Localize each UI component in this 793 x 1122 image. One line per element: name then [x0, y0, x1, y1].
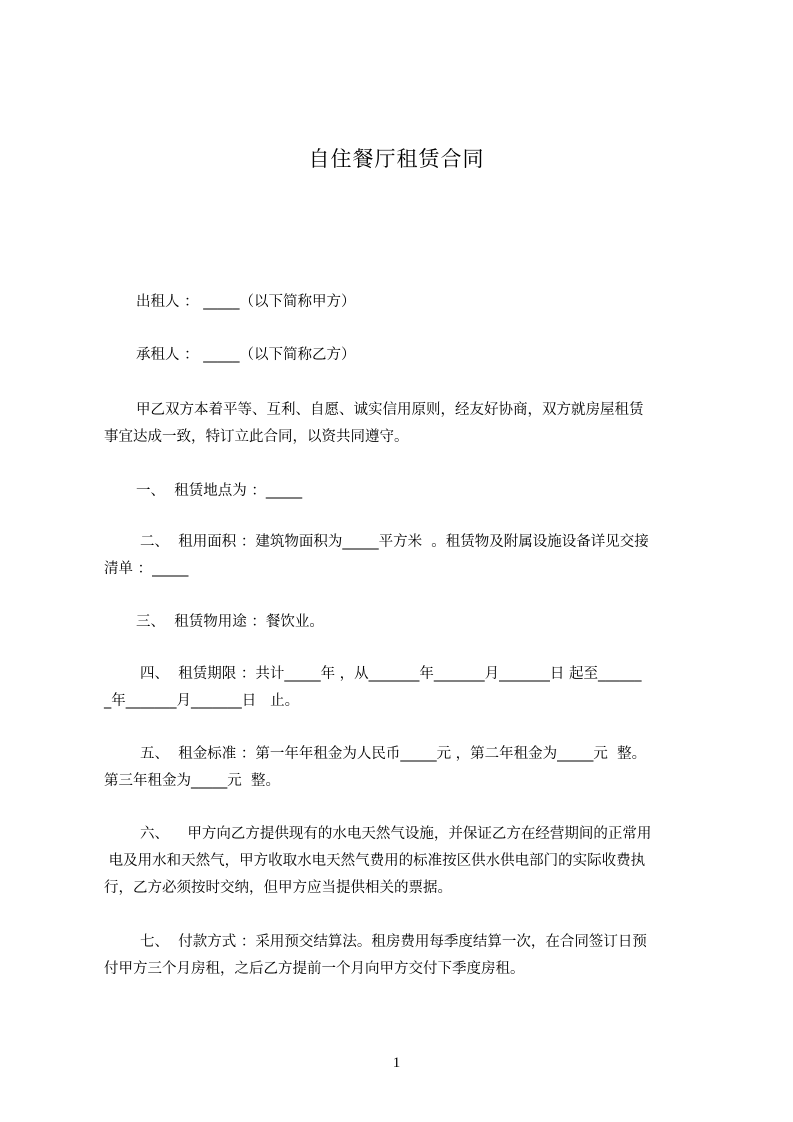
clause-5-line-1: 五、 租金标准 ：第一年年租金为人民币_____元 ，第二年租金为_____元 整。: [140, 746, 647, 762]
preamble-line-1: 甲乙双方本着平等、互利、自愿、诚实信用原则，经友好协商，双方就房屋租赁: [136, 402, 644, 418]
clause-6-line-3: 行，乙方必须按时交纳，但甲方应当提供相关的票据。: [104, 880, 452, 896]
clause-4-line-2: _年_______月_______日 止。: [104, 693, 300, 709]
clause-3: 三、 租赁物用途 ：餐饮业。: [136, 614, 324, 630]
preamble-line-2: 事宜达成一致，特订立此合同，以资共同遵守。: [104, 429, 409, 445]
clause-2-line-1: 二、 租用面积 ：建筑物面积为_____平方米 。租赁物及附属设施设备详见交接: [140, 534, 649, 550]
lessor-line: 出租人 ： _____（以下简称甲方）: [136, 294, 356, 310]
clause-7-line-1: 七、 付款方式 ：采用预交结算法。租房费用每季度结算一次，在合同签订日预: [140, 934, 647, 950]
clause-6-line-2: 电及用水和天然气，甲方收取水电天然气费用的标准按区供水供电部门的实际收费执: [104, 853, 646, 869]
clause-1: 一、 租赁地点为 ：_____: [136, 483, 303, 499]
document-title: 自住餐厅租赁合同: [308, 147, 485, 171]
clause-2-line-2: 清单 ：_____: [104, 561, 189, 577]
lessee-line: 承租人 ： _____（以下简称乙方）: [136, 347, 356, 363]
clause-6-line-1: 六、 甲方向乙方提供现有的水电天然气设施，并保证乙方在经营期间的正常用: [140, 826, 652, 842]
clause-5-line-2: 第三年租金为_____元 整。: [104, 773, 280, 789]
page-number: 1: [392, 1055, 401, 1071]
clause-4-line-1: 四、 租赁期限 ：共计_____年 ，从_______年_______月_______日 起至______: [140, 666, 642, 682]
clause-7-line-2: 付甲方三个月房租，之后乙方提前一个月向甲方交付下季度房租。: [104, 961, 525, 977]
